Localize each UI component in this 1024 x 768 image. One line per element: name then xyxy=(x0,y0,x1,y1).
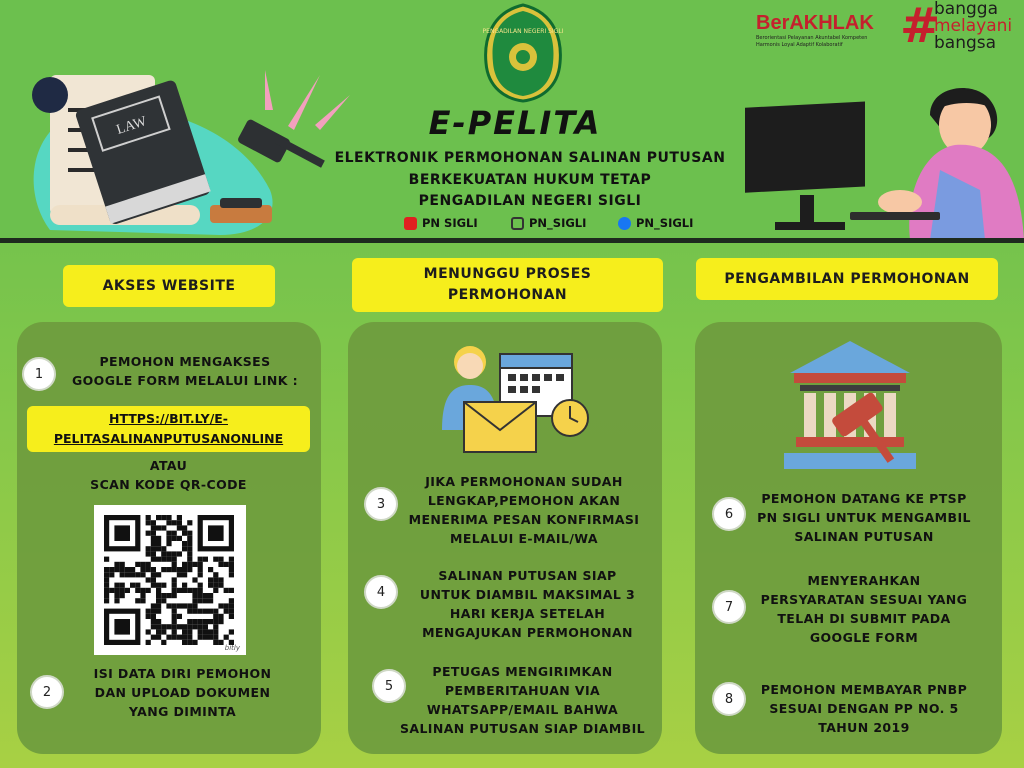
facebook-icon xyxy=(618,217,631,230)
step-number-1: 1 xyxy=(22,357,56,391)
app-title: E-PELITA xyxy=(428,104,602,142)
step-number-5: 5 xyxy=(372,669,406,703)
social-instagram[interactable] xyxy=(511,216,586,230)
step-number-4: 4 xyxy=(364,575,398,609)
step-8-text: PEMOHON MEMBAYAR PNBP SESUAI DENGAN PP NO. 5 TAHUN 2019 xyxy=(760,682,968,735)
person-hand xyxy=(878,190,922,214)
step-3-text: JIKA PERMOHONAN SUDAH LENGKAP,PEMOHON AKAN MENERIMA PESAN KONFIRMASI MELALUI E-MAIL/WA xyxy=(408,474,640,546)
heading-pengambilan: PENGAMBILAN PERMOHONAN xyxy=(696,258,998,300)
step-number-7: 7 xyxy=(712,590,746,624)
social-label: PN SIGLI xyxy=(422,216,478,230)
computer-user-illustration xyxy=(740,80,1024,240)
subtitle-line-1: ELEKTRONIK PERMOHONAN SALINAN PUTUSAN xyxy=(334,150,726,166)
scan-qr-instructions: ATAU SCAN KODE QR-CODE xyxy=(90,458,247,492)
social-label: PN_SIGLI xyxy=(636,216,694,230)
social-label: PN_SIGLI xyxy=(529,216,587,230)
keyboard-shape xyxy=(850,212,940,220)
law-book-label: LAW xyxy=(114,114,149,138)
accent-dash xyxy=(288,75,320,130)
step-4-text: SALINAN PUTUSAN SIAP UNTUK DIAMBIL MAKSIMAL 3 HARI KERJA SETELAH MENGAJUKAN PERMOHONAN xyxy=(419,568,636,640)
court-seal-logo xyxy=(482,3,564,103)
social-facebook[interactable] xyxy=(618,216,693,230)
social-youtube[interactable] xyxy=(404,216,478,230)
qr-code[interactable] xyxy=(94,505,246,655)
qr-code-pattern xyxy=(94,505,246,655)
subtitle-line-2: BERKEKUATAN HUKUM TETAP xyxy=(408,172,652,188)
monitor-shape xyxy=(745,101,865,192)
step-number-2: 2 xyxy=(30,675,64,709)
subtitle-line-3: PENGADILAN NEGERI SIGLI xyxy=(418,193,642,209)
instagram-icon xyxy=(511,217,524,230)
step-number-3: 3 xyxy=(364,487,398,521)
step-2-text: ISI DATA DIRI PEMOHON DAN UPLOAD DOKUMEN YANG DIMINTA xyxy=(93,666,272,719)
header-divider xyxy=(0,238,1024,243)
qr-brand-label: bitly xyxy=(224,644,240,652)
youtube-icon xyxy=(404,217,417,230)
step-number-6: 6 xyxy=(712,497,746,531)
law-illustration xyxy=(20,40,350,240)
step-7-text: MENYERAHKAN PERSYARATAN SESUAI YANG TELAH DI SUBMIT PADA GOOGLE FORM xyxy=(760,573,968,645)
accent-dash xyxy=(315,95,350,130)
courthouse-icon xyxy=(780,335,920,475)
heading-menunggu-proses: MENUNGGU PROSES PERMOHONAN xyxy=(352,258,663,312)
seal-lettering: PENGADILAN NEGERI SIGLI xyxy=(482,28,564,35)
step-6-text: PEMOHON DATANG KE PTSP PN SIGLI UNTUK MENGAMBIL SALINAN PUTUSAN xyxy=(757,491,971,544)
step-1-text: PEMOHON MENGAKSES GOOGLE FORM MELALUI LINK : xyxy=(71,354,298,388)
scroll-roll-top xyxy=(32,77,68,113)
accent-dash xyxy=(265,70,273,110)
google-form-link[interactable]: HTTPS://BIT.LY/E- PELITASALINANPUTUSANONLINE xyxy=(27,406,310,452)
berakhlak-logo: BerAKHLAK Berorientasi Pelayanan Akuntabel Kompeten Harmonis Loyal Adaptif Kolaboratif xyxy=(756,12,874,48)
waiting-process-icon xyxy=(438,340,593,458)
step-number-8: 8 xyxy=(712,682,746,716)
heading-akses-website: AKSES WEBSITE xyxy=(63,265,275,307)
bangga-melayani-bangsa-logo: # bangga melayani bangsa xyxy=(900,0,1013,54)
step-5-text: PETUGAS MENGIRIMKAN PEMBERITAHUAN VIA WHATSAPP/EMAIL BAHWA SALINAN PUTUSAN SIAP DIAMBIL xyxy=(399,664,646,736)
